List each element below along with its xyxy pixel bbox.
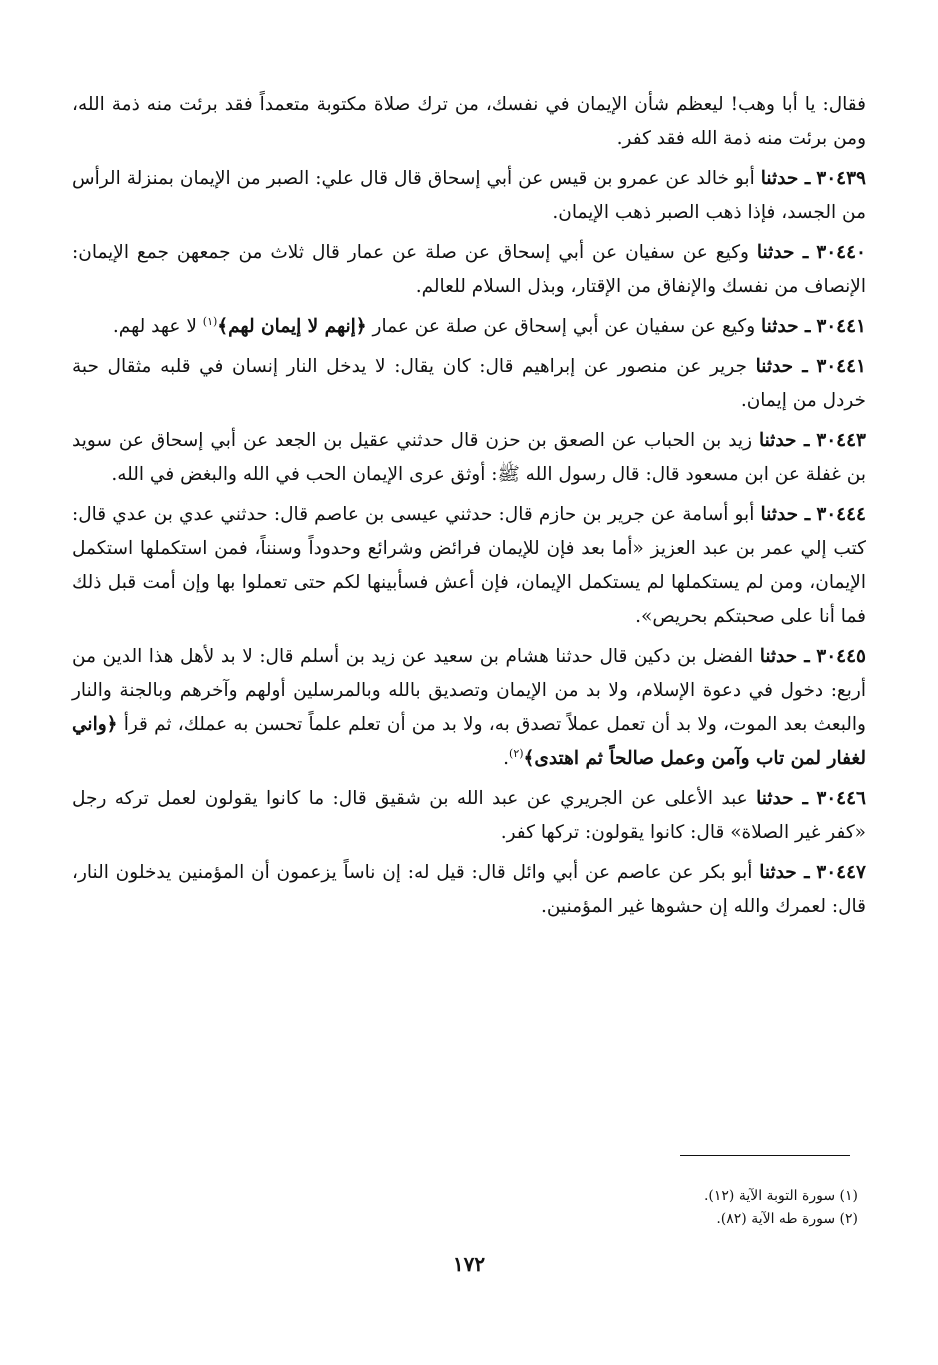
hadith-text: أبو بكر عن عاصم عن أبي وائل قال: قيل له: إن ناساً يزعمون أن المؤمنين يدخلون النار، قال: لعمرك والله إن حشوها غير المؤمنين. [72, 862, 866, 917]
quran-quote: ﴿إنهم لا إيمان لهم﴾ [217, 316, 367, 337]
hadith-number: ٣٠٤٤١ [816, 356, 866, 377]
hadith-paragraph [72, 856, 866, 924]
hadith-lead: ـ حدثنا [760, 504, 811, 525]
hadith-lead: ـ حدثنا [761, 316, 811, 337]
hadith-lead: ـ حدثنا [760, 168, 811, 189]
hadith-text: زيد بن الحباب عن الصعق بن حزن قال حدثني عقيل بن الجعد عن أبي إسحاق عن سويد بن غفلة عن ابن مسعود قال: قال رسول الله ﷺ: أوثق عرى الإيمان الحب في الله والبغض في الله. [72, 430, 866, 485]
footnote-1: (١) سورة التوبة الآية (١٢). [703, 1188, 858, 1204]
hadith-text: عبد الأعلى عن الجريري عن عبد الله بن شقيق قال: ما كانوا يقولون لعمل تركه رجل «كفر غير الصلاة» قال: كانوا يقولون: تركها كفر. [72, 788, 866, 843]
hadith-lead: ـ حدثنا [759, 862, 810, 883]
quran-quote: ﴿واني لغفار لمن تاب وآمن وعمل صالحاً ثم اهتدى﴾ [72, 714, 866, 769]
hadith-text: جرير عن منصور عن إبراهيم قال: كان يقال: لا يدخل النار إنسان في قلبه مثقال حبة خردل من إيمان. [72, 356, 866, 411]
hadith-paragraph [72, 310, 866, 344]
hadith-lead: ـ حدثنا [756, 788, 808, 809]
hadith-number: ٣٠٤٣٩ [816, 168, 866, 189]
hadith-text-continued: لا عهد لهم. [112, 316, 197, 337]
footnote-reference: (١) [202, 314, 218, 328]
hadith-paragraph [72, 350, 866, 418]
hadith-text: أبو خالد عن عمرو بن قيس عن أبي إسحاق قال قال علي: الصبر من الإيمان بمنزلة الرأس من الجسد، فإذا ذهب الصبر ذهب الإيمان. [72, 168, 866, 223]
hadith-number: ٣٠٤٤٦ [816, 788, 866, 809]
hadith-paragraph [72, 782, 866, 850]
footnote-reference: (٢) [509, 746, 524, 760]
hadith-text-continued: . [503, 748, 510, 769]
footnote-2: (٢) سورة طه الآية (٨٢). [716, 1211, 858, 1227]
footnotes [438, 1185, 858, 1231]
hadith-text: وكيع عن سفيان عن أبي إسحاق عن صلة عن عمار [372, 316, 756, 337]
hadith-text: الفضل بن دكين قال حدثنا هشام بن سعيد عن زيد بن أسلم قال: لا بد لأهل هذا الدين من أربع: دخول في دعوة الإسلام، ولا بد من الإيمان وتصديق بالله وبالمرسلين أولهم وآخرهم وبالجنة والنار والبعث بعد الموت، ولا بد أن تعمل عملاً تصدق به، ولا بد من أن تعلم علماً تحسن به عملك، ثم قرأ [72, 646, 866, 735]
hadith-lead: ـ حدثنا [755, 356, 808, 377]
hadith-number: ٣٠٤٤٠ [816, 242, 866, 263]
page-number: ١٧٢ [452, 1252, 486, 1276]
main-text [72, 88, 866, 930]
hadith-paragraph [72, 498, 866, 634]
hadith-number: ٣٠٤٤٤ [816, 504, 866, 525]
hadith-number: ٣٠٤٤٥ [816, 646, 866, 667]
hadith-paragraph [72, 640, 866, 776]
hadith-number: ٣٠٤٤٣ [816, 430, 866, 451]
hadith-text: وكيع عن سفيان عن أبي إسحاق عن صلة عن عمار قال ثلاث من جمعهن جمع الإيمان: الإنصاف من نفسك والإنفاق من الإقتار، وبذل السلام للعالم. [72, 242, 866, 297]
hadith-number: ٣٠٤٤١ [816, 316, 866, 337]
hadith-paragraph [72, 162, 866, 230]
hadith-paragraph [72, 88, 866, 156]
hadith-paragraph [72, 424, 866, 492]
hadith-number: ٣٠٤٤٧ [816, 862, 866, 883]
hadith-text: أبو أسامة عن جرير بن حازم قال: حدثني عيسى بن عاصم قال: حدثني عدي بن عدي قال: كتب إلي عمر بن عبد العزيز «أما بعد فإن للإيمان فرائض وشرائع وحدوداً وسنناً، فمن استكملها استكمل الإيمان، ومن لم يستكملها لم يستكمل الإيمان، فإن أعش فسأبينها لكم حتى تعملوا بها وإن أمت قبل ذلك فما أنا على صحبتكم بحريص». [72, 504, 866, 627]
hadith-lead: ـ حدثنا [759, 646, 810, 667]
hadith-paragraph [72, 236, 866, 304]
hadith-lead: ـ حدثنا [758, 430, 810, 451]
hadith-lead: ـ حدثنا [756, 242, 809, 263]
hadith-text: فقال: يا أبا وهب! ليعظم شأن الإيمان في نفسك، من ترك صلاة مكتوبة متعمداً فقد برئت منه ذمة الله، ومن برئت منه ذمة الله فقد كفر. [72, 94, 866, 149]
footnote-divider [680, 1155, 850, 1156]
